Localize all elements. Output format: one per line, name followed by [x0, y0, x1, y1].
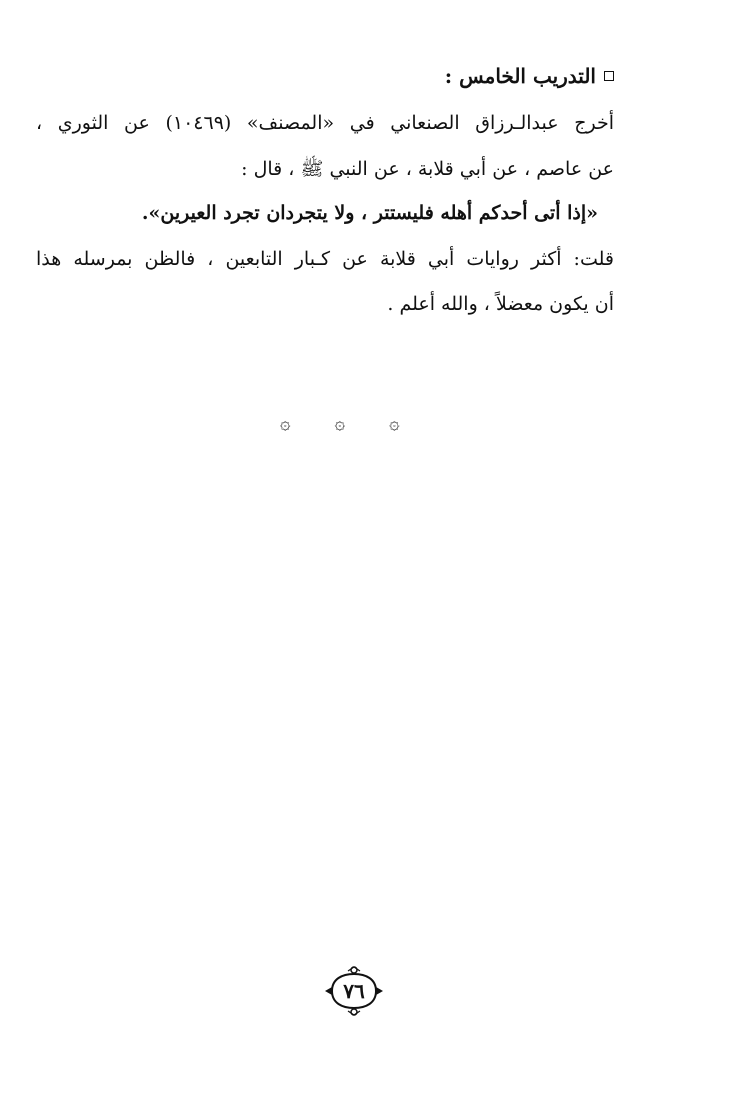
paragraph-line-2: عن عاصم ، عن أبي قلابة ، عن النبي ﷺ ، قال : — [241, 158, 614, 180]
page-number — [322, 965, 386, 1017]
paragraph-line-4: قلت: أكثر روايات أبي قلابة عن كـبار التابعين ، فالظن بمرسله هذا — [36, 248, 614, 270]
section-heading — [445, 64, 614, 88]
hadith-quote: «إذا أتى أحدكم أهله فليستتر ، ولا يتجردان تجرد العيرين». — [141, 202, 598, 224]
paragraph-line-1: أخرج عبدالـرزاق الصنعاني في «المصنف» (١٠٤٦٩) عن الثوري ، — [36, 112, 614, 134]
ornament-star-icon: ۞ — [280, 413, 291, 434]
section-divider — [280, 414, 400, 434]
page-number-text: ٧٦ — [343, 979, 365, 1003]
ornament-star-icon: ۞ — [389, 413, 400, 434]
heading-bullet-icon — [604, 71, 614, 81]
heading-text: التدريب الخامس : — [444, 64, 596, 88]
paragraph-line-5: أن يكون معضلاً ، والله أعلم . — [387, 293, 614, 315]
ornament-star-icon: ۞ — [334, 413, 346, 434]
